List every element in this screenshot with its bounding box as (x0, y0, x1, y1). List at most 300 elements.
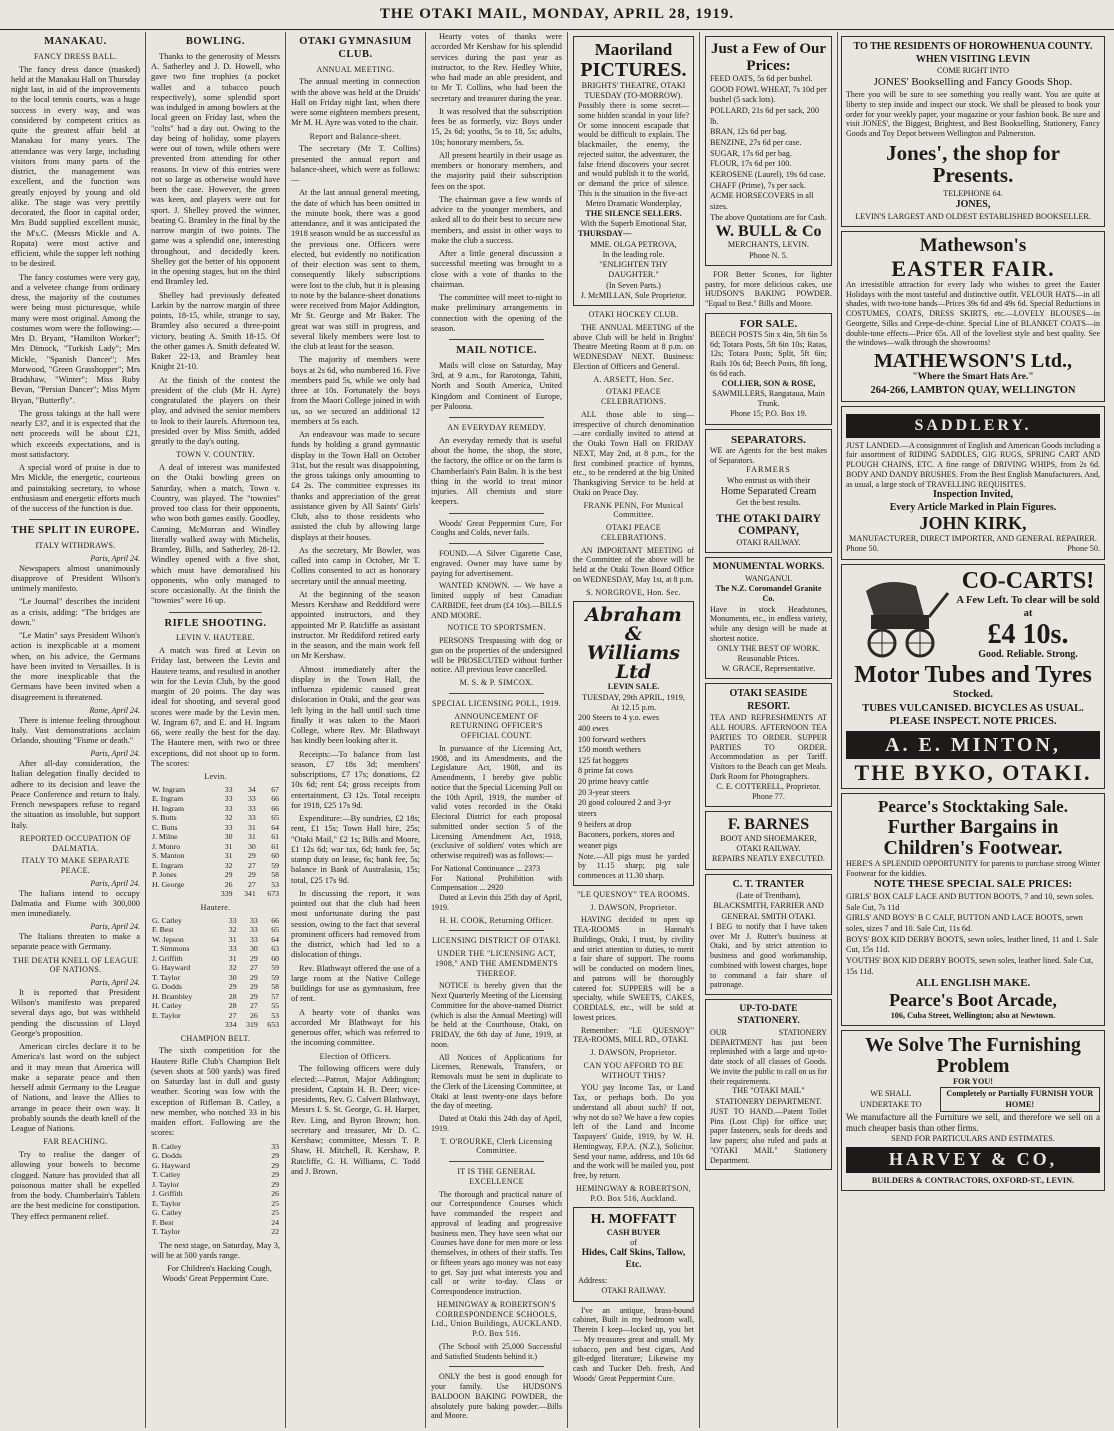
heading-manakau: MANAKAU. (44, 36, 107, 47)
ad-title: OTAKI SEASIDE RESORT. (729, 688, 808, 712)
table-cell: 53 (271, 879, 279, 889)
ad-text: There you will be sure to see something you really want. You are quite at liberty to step inside and inspect our stock. We shall be pleased to book your order for your weekly paper, your magazine or your fashion book. Be sure and visit JONES', the Biggest, Brightest, and Best Bookselling, Stationery, Fancy Goods and Toy Depot between Wellington and Palmerston. (846, 90, 1100, 138)
table-cell: 29 (247, 851, 256, 861)
column-3 (286, 32, 426, 1428)
subheading: FAR REACHING. (43, 1137, 108, 1147)
list-item: ACME HORSECOVERS in all sizes. (710, 191, 814, 211)
table-row (151, 1199, 280, 1209)
subheading: ANNOUNCEMENT OF RETURNING OFFICER'S OFFICIAL COUNT. (450, 711, 543, 741)
table-cell: S. Butts (152, 813, 177, 823)
divider (449, 417, 544, 418)
table-row (151, 925, 280, 935)
list-item: 9 heifers at drop (578, 819, 632, 829)
moffatt-ad (573, 1207, 694, 1301)
ad-text: TUBES VULCANISED. BICYCLES AS USUAL. PLEASE INSPECT. NOTE PRICES. (862, 702, 1084, 727)
jones-ad (841, 36, 1105, 227)
ad-text: BUILDERS & CONTRACTORS, OXFORD-ST., LEVIN. (871, 1176, 1075, 1186)
ad-text: NOTE THESE SPECIAL SALE PRICES: (873, 878, 1073, 891)
table-cell: 27 (249, 1001, 258, 1011)
ad-text: "Where the Smart Hats Are." (912, 372, 1034, 383)
list-item: BRAN, 12s 6d per bag. (710, 127, 787, 137)
paragraph: Dated at Otaki this 24th day of April, 1919. (431, 1114, 562, 1133)
table-cell: 59 (271, 963, 279, 973)
paragraph: After a little general discussion a successful meeting was brought to a close with a vote of thanks to the chairman. (431, 249, 562, 289)
ad-text: I BEG to notify that I have taken over Mr J. Rutter's business at Otaki, and by strict attention to business and good workmanship, combined with lowest charges, hope to command a fair share of patronage. (710, 921, 827, 990)
table-cell: 60 (271, 953, 279, 963)
paragraph: The chairman gave a few words of advice to the younger members, and asked all to do their best to secure new members, and assist in other ways to make the club a success. (431, 194, 562, 245)
subheading: "LE QUESNOY" TEA ROOMS. (577, 889, 690, 899)
list-item: 20 prime heavy cattle (578, 777, 649, 787)
table-cell: 33 (224, 822, 233, 832)
ad-text: Possibly there is some secret—some hidden scandal in your life? Or some innocent escapade that would be difficult to explain. The blackmailer, the enemy, the rejected suitor, the adventurer, the false friend discovers your secret and would publish it to the world, or demand the price of silence. This is the situation in the five-act (578, 101, 689, 198)
paragraph: The Italians threaten to make a separate peace with Germany. (11, 932, 140, 952)
company-logo: HARVEY & CO, (846, 1147, 1100, 1173)
paragraph: There is intense feeling throughout Italy. Vast demonstrations acclaim Orlando, shouting "Fiume or death." (11, 715, 140, 746)
ad-text: MANUFACTURER, DIRECT IMPORTER, AND GENERAL REPAIRER. (849, 534, 1097, 544)
table-cell: 33 (271, 1141, 279, 1151)
dateline: Paris, April 24. (90, 553, 140, 563)
column-4 (426, 32, 568, 1428)
table-cell: 31 (247, 832, 256, 842)
ad-text: JONES, (955, 199, 991, 211)
table-cell: 29 (249, 972, 258, 982)
ad-title: EASTER FAIR. (891, 255, 1055, 281)
table-cell: C. Butts (152, 822, 178, 832)
paragraph: "Le Matin" says President Wilson's action is inexplicable at a moment when, on his advice, the Germans have been invited to Versailles. It is the more inexplicable that the Germans have been invited when a disagreement is threatened. (11, 631, 140, 702)
paragraph: The fancy costumes were very gay, and a velvetee change from ordinary dress, the majority of the costumes were being most picturesque, while many were most original. Among the costumes worn were the following:— Mrs D. Bryant, "Hamilton Worker"; Mrs Dimock, "Turkish Lady"; Mrs Mickle, "Spanish Dancer"; Mrs Morwood, "Green Grasshopper"; Mrs Bradshaw, "Winter"; Miss Ruby Bevan, "Persian Dancer"; Miss Myrn Bryan, "Butterfly". (11, 272, 140, 405)
ad-text: SAWMILLERS, Rangataua, Main Trunk. (712, 388, 825, 409)
ad-text: FOR YOU! (953, 1077, 993, 1087)
column-1 (6, 32, 146, 1428)
table-cell: 66 (271, 915, 279, 925)
table-cell: 32 (224, 860, 233, 870)
ad-text: (In Seven Parts.) (606, 280, 661, 290)
paragraph: A special word of praise is due to Mrs Mickle, the energetic, courteous and painstaking secretary, to whose enthusiasm and energetic efforts much of the success of the function is due. (11, 463, 140, 514)
divider (449, 339, 544, 340)
signature: T. O'ROURKE, Clerk Licensing Committee. (440, 1136, 553, 1156)
paragraph: All present heartily in their usage as members or honorary members, and the majority paid their subscription fees on the spot. (431, 150, 562, 191)
ad-text: SEND FOR PARTICULARS AND ESTIMATES. (891, 1133, 1055, 1143)
column-6 (700, 32, 838, 1428)
table-cell: 26 (224, 879, 233, 889)
table-cell: 31 (228, 953, 237, 963)
ad-title: CO-CARTS! (961, 567, 1095, 594)
table-cell: 319 (246, 1020, 258, 1030)
table-cell: 67 (271, 784, 279, 794)
paragraph: A match was fired at Levin on Friday last, between the Levin and Hautere teams, and resulted in another win for the Levin Club, by the good margin of 20 points. The day was ideal for shooting, and several good scores were made by the Levin men. W. Ingram 67, and E. and H. Ingram 66, were really the best for the day. The Hautere men, with two or three exceptions, did not shoot up to form. The scores: (151, 646, 280, 768)
table-row (151, 823, 280, 833)
paragraph: American circles declare it to be America's last word on the subject and it may mean that America will make a separate peace and then herself admit Germany to the League of Nations, and leave the Allies to arrange in peace their own way. It probably sounds the death knell of the League of Nations. (11, 1042, 140, 1134)
paragraph: (The School with 25,000 Successful and Satisfied Students behind it.) (431, 1341, 562, 1361)
ad-title: WHEN VISITING LEVIN (915, 53, 1031, 65)
divider (29, 519, 122, 520)
divider (449, 1161, 544, 1162)
ad-text: Phone 15; P.O. Box 19. (730, 409, 807, 419)
table-cell: F. Best (152, 1217, 174, 1227)
pram-illustration (846, 571, 956, 661)
heading-split-europe: THE SPLIT IN EUROPE. (11, 525, 140, 537)
table-cell: 33 (224, 784, 233, 794)
table-cell: 27 (249, 963, 258, 973)
ad-title: FOR SALE. (739, 317, 798, 330)
classified-ad: PERSONS Trespassing with dog or gun on the properties of the undersigned will be PROSECUTED without further notice. All previous leave cancelled. (431, 636, 562, 675)
ad-text: J. McMILLAN, Sole Proprietor. (580, 290, 687, 300)
paragraph: The committee will meet to-night to make preliminary arrangements in connection with the opening of the season. (431, 293, 562, 333)
signature: M. S. & P. SIMCOX. (459, 678, 534, 688)
classified-ad: FOR Better Scones, for lighter pastry, for more delicious cakes, use HUDSON'S BAKING POWDER. "Equal to Best." Bills and Moore. (705, 269, 832, 309)
paragraph: Thanks to the generosity of Messrs A. Satherley and J. D. Howell, who gave two fine trophies (a pocket wallet and a tobacco pouch respectively), some splendid sport was indulged in among bowlers at the local green on Friday last, when the "colts" had a day out. Owing to the day being of holiday, some players were out of town, while others were prevented from attending for other reasons. In view of this entries were not so large as otherwise would have been the case. However, the green was keen, and players were out for sport. J. Shelley proved the winner, beating G. Bramley in the final by the narrow margin of two points. The game was a splendid one, interesting throughout, and decidedly keen. Shelley got the better of his opponent in the opening stages, but on the third end Bramley led. (151, 51, 280, 287)
ad-title: THE BYKO, OTAKI. (854, 760, 1092, 786)
saddlery-ad (841, 406, 1105, 560)
table-total-row (151, 1020, 280, 1030)
dateline: Paris, April 24. (90, 749, 140, 759)
paragraph: YOU pay Income Tax, or Land Tax, or perhaps both. Do you understand all about such? If not, why not do so? We have a few copies left of the Land and Income Taxpayers' Guide, 1919, by W. H. Hemingway, F.P.A. (N.Z.), Solicitor. Send your name, address, and 10s 6d and the work will be mailed you, post free, by return. (573, 1083, 694, 1181)
table-cell: 29 (271, 1170, 279, 1180)
table-cell: 29 (271, 1160, 279, 1170)
subheading: THE DEATH KNELL OF LEAGUE OF NATIONS. (12, 955, 139, 975)
table-row (151, 1218, 280, 1228)
phone-row (846, 544, 1100, 554)
table-cell: H. Catley (152, 1001, 182, 1011)
paragraph: Expenditure:—By sundries, £2 18s; rent, £1 15s; Town Hall hire, 25s; "Otaki Mail," £2 1s; Bills and Moore, £1 12s 6d; war tax, 6d; bank fee, 5s; stamp duty on lease, 6s; bank fee, 5s; balance in Bank of Australasia, 15s; total, £25 17s 9d. (291, 814, 420, 885)
ad-subtitle: LEVIN SALE. (607, 682, 660, 692)
table-cell: 673 (267, 889, 279, 899)
table-cell: 334 (224, 1020, 237, 1030)
paragraph: All Notices of Applications for Licenses, Renewals, Transfers, or Removals must be sent in duplicate to the Clerk of the Licensing Committee, at Otaki at least twenty-one days before the day of meeting. (431, 1052, 562, 1111)
table-cell: 63 (271, 944, 279, 954)
table-cell: 29 (249, 953, 258, 963)
ad-title: Pearce's Stocktaking Sale. (878, 797, 1068, 817)
ad-text: Address: (578, 1276, 608, 1286)
table-cell: J. Griffith (152, 1189, 183, 1199)
price: £4 10s. (987, 619, 1069, 651)
table-row (151, 794, 280, 804)
table-cell: T. Taylor (152, 1227, 181, 1237)
subheading: CHAMPION BELT. (180, 1033, 251, 1043)
signature: H. H. COOK, Returning Officer. (439, 915, 554, 925)
list-item: 20 3-year steers (578, 787, 630, 797)
company-logo: MATHEWSON'S Ltd., (874, 350, 1072, 373)
table-cell: W. Jepson (152, 934, 184, 944)
paragraph: Try to realise the danger of allowing your bowels to become clogged. Nature has provided that all poisonous matter shall be expelled from the body. Chamberlain's Tablets are the best medicine for constipation. They effect permanent relief. (11, 1150, 140, 1221)
table-cell: 65 (271, 813, 279, 823)
ad-text: Completely or Partially FURNISH YOUR HOME! (940, 1087, 1100, 1112)
ad-text: Get the best results. (736, 498, 801, 508)
table-cell: 27 (247, 879, 256, 889)
table-cell: G. Hayward (152, 963, 191, 973)
ad-text: WANGANUI. (744, 573, 793, 583)
table-cell: 55 (271, 1001, 279, 1011)
f-barnes-ad (705, 811, 832, 869)
heading-bowling: BOWLING. (185, 36, 246, 47)
paragraph: For National Prohibition with Compensation ... 2920 (431, 873, 562, 893)
table-cell: 29 (247, 870, 256, 880)
subheading: REPORTED OCCUPATION OF DALMATIA. (19, 833, 132, 853)
table-cell: 30 (224, 832, 233, 842)
table-row (151, 1180, 280, 1190)
table-cell: 61 (271, 841, 279, 851)
paragraph: Hearty votes of thanks were accorded Mr Kershaw for his splendid services during the past year as instructor, to the Rev. Hedley White, who had made an able president, and to Mr T. Collins, who had been the secretary and treasurer during the year. (431, 32, 562, 103)
table-cell: 25 (271, 1198, 279, 1208)
paragraph: In pursuance of the Licensing Act, 1908, and its Amendments, and the Legislature Act, 1908, and its Amendments, I hereby give public notice that the Special Licensing Poll on the 10th April, 1919, the number of valid votes recorded in the Otaki Electoral District for each proposal submitted under section 5 of the Licensing Amendment Act, 1918, (exclusive of soldiers' votes which are otherwise required) was as follows:— (431, 743, 562, 861)
subheading: NOTICE TO SPORTSMEN. (447, 623, 546, 633)
abraham-williams-ad (573, 601, 694, 886)
livestock-list (578, 713, 689, 852)
ad-text: We manufacture all the Furniture we sell, and therefore we sell on a much cheaper basis than other firms. (846, 1111, 1100, 1133)
list-item: 200 Steers to 4 y.o. ewes (578, 713, 660, 723)
table-row (151, 1189, 280, 1199)
scores-table-champion (151, 1142, 280, 1237)
w-bull-ad (705, 36, 832, 266)
table-cell: 24 (271, 1217, 279, 1227)
paragraph: An endeavour was made to secure funds by holding a grand gymnastic display in the Town Hall on October 31st, but the result was disappointing, the gross takings only amounting to £4 2s. The committee expresses its thanks and appreciation of the great assistance given by All Saints' Girls' Club, also to those residents who assisted the club by allowing large displays at their houses. (291, 430, 420, 542)
table-row (151, 1208, 280, 1218)
ad-text: LEVIN'S LARGEST AND OLDEST ESTABLISHED BOOKSELLER. (855, 211, 1091, 221)
table-row (151, 832, 280, 842)
column-7 (838, 32, 1108, 1428)
divider (169, 612, 262, 613)
table-cell: 32 (224, 813, 233, 823)
table-cell: 60 (271, 851, 279, 861)
paragraph: THE ANNUAL MEETING of the above Club will be held in Brights' Theatre Meeting Room at 8 p.m. on WEDNESDAY NEXT. Business: Election of Officers and General. (573, 322, 694, 371)
table-cell: E. Taylor (152, 1198, 181, 1208)
table-row (151, 1161, 280, 1171)
ad-subtitle: BRIGHTS' THEATRE, OTAKI TUESDAY (TO-MORROW). (581, 80, 686, 100)
table-row (151, 944, 280, 954)
table-row (151, 982, 280, 992)
pearces-ad (841, 793, 1105, 1026)
table-cell: J. Taylor (152, 1179, 180, 1189)
table-cell: B. Catley (152, 1141, 182, 1151)
paragraph: Receipts:—To balance from last season, £7 18s 3d; members' subscriptions, £7 17s; donations, £2 10s 6d; rent £4; gross receipts from entertainment, £3 12s. Total receipts for 1918, £25 17s 9d. (291, 749, 420, 810)
ad-title: PICTURES. (580, 58, 687, 81)
subheading: OTAKI PEACE CELEBRATIONS. (600, 523, 666, 542)
list-item: 125 fat hoggets (578, 755, 629, 765)
paragraph: It was resolved that the subscription fees be as formerly, viz: Boys under 15, 2s 6d; youths, 5s to 18, 5s; adults, 10s; honorary members, 5s. (431, 106, 562, 147)
signature: HEMINGWAY & ROBERTSON, P.O. Box 516, Auckland. (575, 1183, 692, 1203)
table-cell: 653 (267, 1020, 279, 1030)
ad-text: THE SILENCE SELLERS. (585, 208, 682, 218)
paragraph: Dated at Levin this 25th day of April, 1919. (431, 893, 562, 912)
subheading: Election of Officers. (319, 1051, 392, 1061)
table-cell: 33 (247, 803, 256, 813)
subheading: ANNUAL MEETING. (316, 64, 395, 74)
ad-title: Mathewson's (919, 234, 1027, 256)
company-logo: Pearce's Boot Arcade, (889, 990, 1057, 1011)
ad-text: Phone N. 5. (749, 250, 788, 260)
ad-text: TEA AND REFRESHMENTS AT ALL HOURS. AFTERNOON TEA PARTIES TO ORDER. SUPPER PARTIES TO ORDER. Accommodation as per Tariff. Visitors to the Beach can get Meals. Dark Room for Photographers. (710, 713, 827, 781)
table-cell: 33 (247, 794, 256, 804)
ad-text: THURSDAY— (578, 229, 632, 239)
scores-table-levin (151, 785, 280, 899)
table-cell: 29 (228, 982, 237, 992)
co-carts-ad (841, 564, 1105, 790)
table-cell: 65 (271, 925, 279, 935)
table-cell: H. George (152, 879, 185, 889)
table-cell: 33 (249, 915, 258, 925)
table-cell: S. Manton (152, 851, 185, 861)
table-cell: 59 (271, 972, 279, 982)
table-cell: 31 (224, 851, 233, 861)
table-cell: 25 (271, 1208, 279, 1218)
table-cell: 27 (228, 1010, 237, 1020)
table-row (151, 973, 280, 983)
table-cell: 32 (228, 925, 237, 935)
table-cell: 53 (271, 1010, 279, 1020)
monumental-works-ad (705, 557, 832, 679)
ad-text: ALL ENGLISH MAKE. (915, 977, 1031, 990)
ad-text: W. GRACE, Representative. (721, 664, 816, 674)
address: HEMINGWAY & ROBERTSON'S CORRESPONDENCE SCHOOLS, Ltd., Union Buildings, AUCKLAND. P.O. Box 516. (431, 1299, 562, 1339)
list-item: GIRLS' AND BOYS' B C CALF, BUTTON AND LACE BOOTS, sewn soles, sizes 7 and 10. Sale Cut, 11s 6d. (846, 913, 1083, 934)
ad-text: TUESDAY, 29th APRIL, 1919, At 12.15 p.m. (582, 692, 685, 712)
ad-title: Motor Tubes and Tyres (854, 661, 1092, 688)
subheading: AN EVERYDAY REMEDY. (447, 423, 546, 433)
paragraph: The annual meeting in connection with the above was held at the Druids' Hall on Friday night last, when there were some eighteen members present, Mr M. H. Ayre was voted to the chair. (291, 77, 420, 128)
company-logo: COLLIER, SON & ROSE, (721, 378, 816, 388)
table-cell: E. Taylor (152, 1010, 181, 1020)
paragraph: The gross takings at the hall were nearly £37, and it is expected that the nett proceeds will be about £21, which exceeds expectations, and is most satisfactory. (11, 408, 140, 459)
table-cell: 26 (249, 1010, 258, 1020)
list-item: 100 forward wethers (578, 734, 646, 744)
ad-title: We Solve The Furnishing Problem (865, 1034, 1081, 1078)
paragraph: A hearty vote of thanks was accorded Mr Blathwayt for his generous offer, which was referred to the incoming committee. (291, 1007, 420, 1048)
ad-subtitle: CASH BUYER (606, 1227, 661, 1237)
scores-table-hautere (151, 916, 280, 1030)
table-cell: 27 (247, 860, 256, 870)
company-logo: JOHN KIRK, (919, 513, 1027, 534)
table-cell: T. Simmons (152, 944, 190, 954)
classified-ad: FOUND.—A Silver Cigarette Case, engraved. Owner may have same by paying for advertisement. (431, 549, 562, 578)
stationery-ad (705, 999, 832, 1170)
paragraph: Almost immediately after the display in the Town Hall, the influenza epidemic caused great dislocation in Otaki, and the gear was left lying in the hall until such time finally it was taken to the Maori College, where Rev. Mr Blathwayt has kindly been looking after it. (291, 664, 420, 746)
paragraph: AN IMPORTANT MEETING of the Committee of the above will be held at the Otaki Town Board Office on WEDNESDAY, May 1st, at 8 p.m. (573, 545, 694, 584)
ad-text: BOOT AND SHOEMAKER, OTAKI RAILWAY. (720, 833, 817, 854)
heading-rifle-shooting: RIFLE SHOOTING. (164, 617, 267, 629)
paragraph: At the beginning of the season Messrs Kershaw and Reddiford were appointed instructors, and they appointed Mr P. Ratcliffe as assistant instructor. Mr Reddiford retired early in the season, and the main work fell on Mr Kershaw. (291, 589, 420, 661)
table-cell: 33 (228, 944, 237, 954)
ad-text: MME. OLGA PETROVA, (590, 239, 677, 249)
table-row (151, 963, 280, 973)
table-row (151, 954, 280, 964)
table-cell: G. Dodds (152, 1151, 182, 1161)
ad-text: In the leading role. (602, 249, 665, 259)
ad-banner: SADDLERY. (846, 414, 1100, 438)
table-cell: H. Brambley (152, 991, 193, 1001)
table-row (151, 851, 280, 861)
otaki-dairy-ad (705, 429, 832, 553)
paragraph: For National Continuance ... 2373 (431, 863, 541, 873)
paragraph: A deal of interest was manifested on the Otaki bowling green on Saturday, when a match, Town v. Country, was played. The "townies" proved too class for their opponents, who won both games easily. Goodley, Canning, McMorran and Windley literally walked away with Michelis, Bramley, Bills, and Satherley, 28-12. Windley opened with a five shot, which must have demoralised his opponents, who only managed to score occasionally. At the finish the "townies" were 16 up. (151, 463, 280, 606)
company-logo: A. E. MINTON, (846, 731, 1100, 759)
table-cell: 22 (271, 1227, 279, 1237)
divider (449, 693, 544, 694)
table-cell: 26 (271, 1189, 279, 1199)
table-row (151, 1151, 280, 1161)
table-row (151, 813, 280, 823)
table-row (151, 861, 280, 871)
subheading: ITALY WITHDRAWS. (35, 541, 116, 551)
ad-text: 264-266, LAMBTON QUAY, WELLINGTON (870, 384, 1076, 396)
collier-ad (705, 313, 832, 425)
heading-gymnasium: OTAKI GYMNASIUM CLUB. (299, 36, 412, 60)
table-row (151, 1011, 280, 1021)
mathewsons-ad (841, 231, 1105, 402)
table-row (151, 870, 280, 880)
table-cell: 58 (271, 870, 279, 880)
table-row (151, 1227, 280, 1237)
ad-title: Jones', the shop for Presents. (886, 140, 1060, 187)
table-cell: 33 (247, 813, 256, 823)
paragraph: Shelley had previously defeated Larkin by the narrow margin of three points, 18-15, while, strange to say, Bramley also secured a three-point victory, beating A. Smith 18-15. Of the other games A. Smith defeated W. Baker 22-13, and Bramley beat Knight 21-10. (151, 290, 280, 372)
classified-ad: WANTED KNOWN. — We have a limited supply of best Canadian CARBIDE, feet drum (£4 10s).—BILLS AND MOORE. (431, 581, 562, 620)
table-cell: 30 (247, 841, 256, 851)
table-cell: 31 (224, 841, 233, 851)
list-item: GIRLS' BOX CALF LACE AND BUTTON BOOTS, 7 and 10, sewn soles. Sale Cut, 7s 11d (846, 892, 1094, 912)
ad-text: JUST LANDED.—A consignment of English and American Goods including a fair assortment of RIDING SADDLES, GIG RUGS, SPRING CART AND PLOUGH CHAINS, ETC. A fine range of DRIVING WHIPS, from 2s 6d. BODY AND DANDY BRUSHES. From the Best English Manufacturers. And, as usual, a large stock of TRAVELLING REQUISITES. (846, 440, 1100, 489)
subheading: OTAKI PEACE CELEBRATIONS. (600, 387, 666, 407)
ad-text: Phone 50. (1067, 544, 1100, 554)
ad-text: Metro Dramatic Wonderplay, (585, 198, 682, 208)
table-label: Hautere. (200, 902, 231, 912)
table-cell: 33 (249, 934, 258, 944)
ad-text: FARMERS (746, 465, 791, 475)
table-cell: 29 (249, 982, 258, 992)
table-cell: 339 (220, 889, 233, 899)
table-cell: 59 (271, 860, 279, 870)
ad-text: of (630, 1238, 637, 1248)
ad-text: Good. Reliable. Strong. (978, 649, 1078, 661)
paragraph: After all-day consideration, the Italian delegation finally decided to adhere to its decision and leave the Peace Conference and return to Italy. French newspapers refuse to regard the situation as insoluble, but support Italy. (11, 759, 140, 830)
ad-text: Inspection Invited, (932, 489, 1013, 501)
table-row (151, 880, 280, 890)
table-cell: T. Catley (152, 1170, 181, 1180)
paragraph: An everyday remedy that is useful about the home, the shop, the store, the factory, the office or on the farm is Chamberlain's Pain Balm. It is the best thing in the world to treat minor injuries. All chemists and store keepers. (431, 435, 562, 507)
ad-title: C. T. TRANTER (732, 878, 805, 890)
ad-text: COME RIGHT INTO (936, 66, 1010, 75)
table-cell: 30 (249, 944, 258, 954)
table-cell: 29 (224, 870, 233, 880)
table-cell: 33 (224, 803, 233, 813)
maoriland-pictures-ad (573, 36, 694, 306)
subheading: SPECIAL LICENSING POLL, 1919. (431, 698, 562, 708)
ad-text: "ENLIGHTEN THY DAUGHTER." (599, 260, 668, 280)
paragraph: ALL those able to sing—irrespective of church denomination—are cordially invited to attend at the Otaki Town Hall on FRIDAY NEXT, May 2nd, at 8 p.m., for the first combined practice of hymns, etc., to be rendered at the big United Thanksgiving Service to be held at Otaki on Peace Day. (573, 409, 694, 497)
harvey-ad (841, 1030, 1105, 1191)
subheading: FANCY DRESS BALL. (33, 51, 118, 61)
paragraph: Rev. Blathwayt offered the use of a large room at the Native College buildings for use as gymnasium, free of rent. (291, 963, 420, 1004)
paragraph: Newspapers almost unanimously disapprove of President Wilson's untimely manifesto. (11, 563, 140, 594)
subheading: LICENSING DISTRICT OF OTAKI. (432, 936, 561, 946)
ad-title: H. MOFFATT (590, 1212, 677, 1228)
classified-ad: Woods' Great Peppermint Cure, For Coughs and Colds, never fails. (431, 518, 562, 538)
signature: FRANK PENN, For Musical Committee. (583, 500, 684, 520)
ad-text: REPAIRS NEATLY EXECUTED. (712, 854, 825, 864)
table-cell: 61 (271, 832, 279, 842)
table-cell: 341 (244, 889, 256, 899)
ad-text: Phone 50. (846, 544, 879, 554)
table-cell: W. Ingram (152, 784, 186, 794)
table-cell: 64 (271, 822, 279, 832)
ad-text: JUST TO HAND.—Patent Toilet Pins (Lost Clip) for office use; paper fasteners, seals for deeds and law papers; also ruled and pads at "OTAKI MAIL" Stationery Department. (710, 1106, 827, 1165)
newspaper-page (6, 32, 1108, 1428)
dateline: Paris, April 24. (90, 878, 140, 888)
ad-title: Further Bargains in Children's Footwear. (883, 815, 1063, 859)
table-total-row (151, 889, 280, 899)
paragraph: At the finish of the contest the president of the club (Mr H. Ayre) congratulated the players on their play, and advised the senior members to look to their laurels. Afternoon tea, presided over by Miss Smith, added greatly to the day's outing. (151, 375, 280, 447)
ad-text: ONLY THE BEST OF WORK. Reasonable Prices. (717, 643, 820, 663)
company-logo: W. BULL & Co (715, 222, 822, 240)
